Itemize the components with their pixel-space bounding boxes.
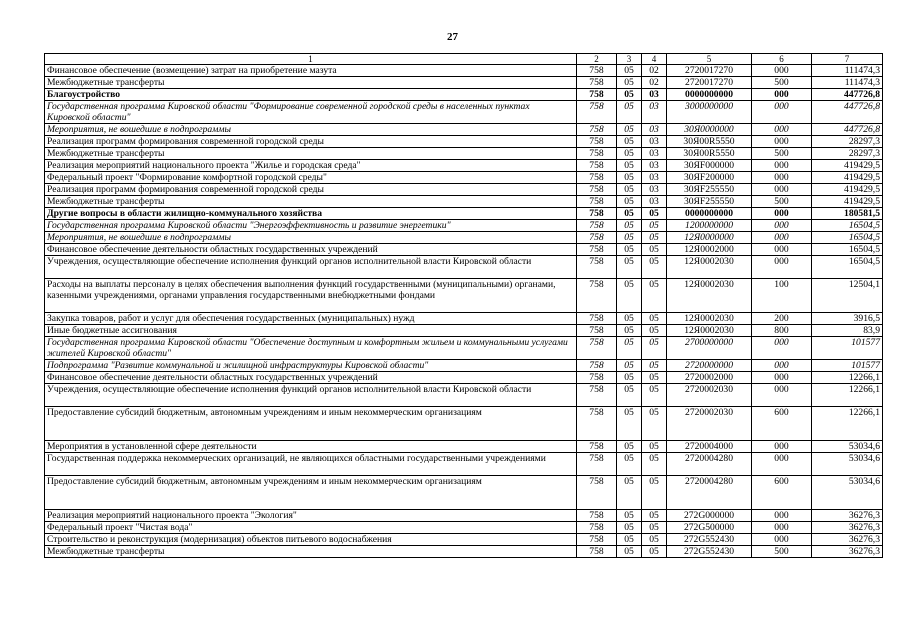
cell-subsection: 03 [642, 101, 667, 124]
cell-name: Межбюджетные трансферты [45, 196, 577, 208]
table-row [45, 148, 883, 160]
cell-ministry-code: 758 [577, 77, 617, 89]
cell-name: Межбюджетные трансферты [45, 148, 577, 160]
cell-target-article: 272G000000 [667, 510, 752, 522]
table-row [45, 510, 883, 522]
cell-target-article: 30ЯF000000 [667, 160, 752, 172]
table-row [45, 279, 883, 313]
cell-section: 05 [617, 77, 642, 89]
cell-ministry-code: 758 [577, 522, 617, 534]
cell-name: Другие вопросы в области жилищно-коммунального хозяйства [45, 208, 577, 220]
cell-amount: 12504,1 [812, 279, 883, 313]
table-row [45, 89, 883, 101]
cell-amount: 180581,5 [812, 208, 883, 220]
cell-expense-type: 600 [752, 476, 812, 510]
cell-expense-type: 500 [752, 196, 812, 208]
table-row [45, 476, 883, 510]
cell-subsection: 05 [642, 313, 667, 325]
cell-target-article: 2720002000 [667, 372, 752, 384]
cell-amount: 111474,3 [812, 77, 883, 89]
cell-name: Федеральный проект "Формирование комфортной городской среды" [45, 172, 577, 184]
cell-section: 05 [617, 196, 642, 208]
cell-subsection: 05 [642, 220, 667, 232]
cell-target-article: 2720017270 [667, 65, 752, 77]
cell-name: Учреждения, осуществляющие обеспечение исполнения функций органов исполнительной власти Кировской области [45, 256, 577, 279]
cell-expense-type: 000 [752, 244, 812, 256]
cell-amount: 53034,6 [812, 453, 883, 476]
cell-section: 05 [617, 453, 642, 476]
cell-amount: 101577 [812, 360, 883, 372]
table-row [45, 101, 883, 124]
table-row [45, 407, 883, 441]
cell-ministry-code: 758 [577, 360, 617, 372]
cell-ministry-code: 758 [577, 65, 617, 77]
cell-ministry-code: 758 [577, 279, 617, 313]
cell-amount: 36276,3 [812, 510, 883, 522]
table-row [45, 337, 883, 360]
cell-section: 05 [617, 407, 642, 441]
cell-name: Реализация программ формирования современной городской среды [45, 136, 577, 148]
cell-target-article: 12Я0002000 [667, 244, 752, 256]
cell-ministry-code: 758 [577, 256, 617, 279]
cell-subsection: 03 [642, 136, 667, 148]
cell-name: Реализация программ формирования современной городской среды [45, 184, 577, 196]
cell-subsection: 05 [642, 232, 667, 244]
cell-amount: 28297,3 [812, 136, 883, 148]
cell-expense-type: 800 [752, 325, 812, 337]
cell-ministry-code: 758 [577, 546, 617, 558]
table-row [45, 534, 883, 546]
cell-expense-type: 100 [752, 279, 812, 313]
cell-amount: 12266,1 [812, 407, 883, 441]
cell-ministry-code: 758 [577, 124, 617, 136]
cell-subsection: 05 [642, 510, 667, 522]
header-row [45, 54, 883, 65]
cell-ministry-code: 758 [577, 510, 617, 522]
cell-amount: 419429,5 [812, 196, 883, 208]
cell-section: 05 [617, 65, 642, 77]
cell-subsection: 03 [642, 148, 667, 160]
cell-section: 05 [617, 136, 642, 148]
cell-target-article: 12Я0002030 [667, 256, 752, 279]
cell-subsection: 05 [642, 325, 667, 337]
cell-target-article: 12Я0002030 [667, 325, 752, 337]
cell-amount: 3916,5 [812, 313, 883, 325]
cell-subsection: 05 [642, 208, 667, 220]
cell-ministry-code: 758 [577, 136, 617, 148]
cell-expense-type: 000 [752, 101, 812, 124]
cell-name: Предоставление субсидий бюджетным, автономным учреждениям и иным некоммерческим организациям [45, 476, 577, 510]
cell-ministry-code: 758 [577, 313, 617, 325]
cell-expense-type: 000 [752, 89, 812, 101]
cell-expense-type: 000 [752, 124, 812, 136]
cell-section: 05 [617, 208, 642, 220]
cell-expense-type: 000 [752, 522, 812, 534]
cell-section: 05 [617, 313, 642, 325]
cell-subsection: 05 [642, 372, 667, 384]
cell-target-article: 272G552430 [667, 546, 752, 558]
cell-section: 05 [617, 476, 642, 510]
cell-expense-type: 000 [752, 360, 812, 372]
column-header-1: 1 [45, 54, 577, 65]
column-header-5: 5 [667, 54, 752, 65]
budget-table [44, 53, 883, 558]
cell-name: Государственная программа Кировской области "Энергоэффективность и развитие энергетики" [45, 220, 577, 232]
cell-name: Финансовое обеспечение деятельности областных государственных учреждений [45, 372, 577, 384]
cell-subsection: 05 [642, 407, 667, 441]
cell-section: 05 [617, 546, 642, 558]
table-row [45, 124, 883, 136]
cell-section: 05 [617, 172, 642, 184]
cell-subsection: 03 [642, 124, 667, 136]
cell-target-article: 30Я0000000 [667, 124, 752, 136]
cell-expense-type: 000 [752, 441, 812, 453]
cell-target-article: 30ЯF200000 [667, 172, 752, 184]
column-header-4: 4 [642, 54, 667, 65]
page-number: 27 [447, 31, 458, 43]
cell-ministry-code: 758 [577, 384, 617, 407]
cell-name: Финансовое обеспечение деятельности областных государственных учреждений [45, 244, 577, 256]
cell-subsection: 05 [642, 453, 667, 476]
cell-name: Подпрограмма "Развитие коммунальной и жилищной инфраструктуры Кировской области" [45, 360, 577, 372]
cell-subsection: 03 [642, 172, 667, 184]
column-header-7: 7 [812, 54, 883, 65]
cell-name: Государственная программа Кировской области "Формирование современной городской среды в населенных пунктах Кировской области" [45, 101, 577, 124]
table-row [45, 522, 883, 534]
cell-ministry-code: 758 [577, 101, 617, 124]
column-header-6: 6 [752, 54, 812, 65]
cell-target-article: 12Я0000000 [667, 232, 752, 244]
table-row [45, 256, 883, 279]
cell-ministry-code: 758 [577, 476, 617, 510]
cell-subsection: 05 [642, 534, 667, 546]
cell-expense-type: 600 [752, 407, 812, 441]
cell-subsection: 05 [642, 244, 667, 256]
cell-subsection: 02 [642, 65, 667, 77]
table-row [45, 313, 883, 325]
cell-subsection: 03 [642, 196, 667, 208]
cell-ministry-code: 758 [577, 372, 617, 384]
cell-subsection: 05 [642, 441, 667, 453]
cell-target-article: 30ЯF255550 [667, 184, 752, 196]
column-header-2: 2 [577, 54, 617, 65]
cell-amount: 101577 [812, 337, 883, 360]
cell-amount: 16504,5 [812, 232, 883, 244]
cell-section: 05 [617, 256, 642, 279]
cell-name: Реализация мероприятий национального проекта "Жилье и городская среда" [45, 160, 577, 172]
table-row [45, 172, 883, 184]
cell-name: Мероприятия, не вошедшие в подпрограммы [45, 232, 577, 244]
cell-name: Межбюджетные трансферты [45, 77, 577, 89]
cell-expense-type: 000 [752, 510, 812, 522]
cell-name: Межбюджетные трансферты [45, 546, 577, 558]
cell-target-article: 12Я0002030 [667, 313, 752, 325]
cell-name: Благоустройство [45, 89, 577, 101]
cell-amount: 419429,5 [812, 160, 883, 172]
cell-amount: 53034,6 [812, 476, 883, 510]
cell-name: Мероприятия, не вошедшие в подпрограммы [45, 124, 577, 136]
cell-section: 05 [617, 337, 642, 360]
cell-amount: 447726,8 [812, 89, 883, 101]
cell-subsection: 05 [642, 546, 667, 558]
cell-target-article: 30ЯF255550 [667, 196, 752, 208]
cell-amount: 419429,5 [812, 172, 883, 184]
cell-expense-type: 000 [752, 172, 812, 184]
cell-amount: 12266,1 [812, 372, 883, 384]
cell-name: Финансовое обеспечение (возмещение) затрат на приобретение мазута [45, 65, 577, 77]
cell-expense-type: 200 [752, 313, 812, 325]
cell-name: Предоставление субсидий бюджетным, автономным учреждениям и иным некоммерческим организациям [45, 407, 577, 441]
cell-target-article: 2720000000 [667, 360, 752, 372]
table-row [45, 384, 883, 407]
cell-amount: 16504,5 [812, 220, 883, 232]
cell-section: 05 [617, 244, 642, 256]
cell-section: 05 [617, 384, 642, 407]
cell-section: 05 [617, 279, 642, 313]
cell-section: 05 [617, 325, 642, 337]
table-row [45, 208, 883, 220]
cell-target-article: 0000000000 [667, 89, 752, 101]
cell-amount: 16504,5 [812, 256, 883, 279]
cell-name: Закупка товаров, работ и услуг для обеспечения государственных (муниципальных) нужд [45, 313, 577, 325]
cell-amount: 16504,5 [812, 244, 883, 256]
table-row [45, 372, 883, 384]
cell-amount: 83,9 [812, 325, 883, 337]
cell-expense-type: 000 [752, 65, 812, 77]
cell-target-article: 3000000000 [667, 101, 752, 124]
cell-target-article: 2720004280 [667, 476, 752, 510]
cell-subsection: 02 [642, 77, 667, 89]
cell-section: 05 [617, 534, 642, 546]
cell-ministry-code: 758 [577, 407, 617, 441]
cell-subsection: 05 [642, 476, 667, 510]
cell-expense-type: 000 [752, 337, 812, 360]
cell-section: 05 [617, 441, 642, 453]
cell-name: Иные бюджетные ассигнования [45, 325, 577, 337]
cell-ministry-code: 758 [577, 534, 617, 546]
table-row [45, 196, 883, 208]
cell-subsection: 05 [642, 279, 667, 313]
cell-name: Федеральный проект "Чистая вода" [45, 522, 577, 534]
cell-target-article: 2720002030 [667, 407, 752, 441]
cell-ministry-code: 758 [577, 220, 617, 232]
cell-amount: 28297,3 [812, 148, 883, 160]
cell-target-article: 30Я00R5550 [667, 136, 752, 148]
cell-expense-type: 000 [752, 453, 812, 476]
cell-target-article: 2720002030 [667, 384, 752, 407]
cell-subsection: 05 [642, 522, 667, 534]
cell-subsection: 03 [642, 184, 667, 196]
cell-ministry-code: 758 [577, 148, 617, 160]
cell-ministry-code: 758 [577, 184, 617, 196]
cell-subsection: 03 [642, 89, 667, 101]
cell-subsection: 05 [642, 256, 667, 279]
cell-section: 05 [617, 232, 642, 244]
cell-target-article: 2700000000 [667, 337, 752, 360]
cell-name: Реализация мероприятий национального проекта "Экология" [45, 510, 577, 522]
cell-expense-type: 000 [752, 256, 812, 279]
cell-section: 05 [617, 220, 642, 232]
cell-target-article: 2720017270 [667, 77, 752, 89]
cell-ministry-code: 758 [577, 172, 617, 184]
cell-amount: 36276,3 [812, 522, 883, 534]
cell-name: Государственная поддержка некоммерческих организаций, не являющихся областными государственными учреждениями [45, 453, 577, 476]
table-row [45, 77, 883, 89]
cell-name: Государственная программа Кировской области "Обеспечение доступным и комфортным жильем и коммунальными услугами жителей Кировской области" [45, 337, 577, 360]
cell-ministry-code: 758 [577, 196, 617, 208]
table-row [45, 220, 883, 232]
cell-expense-type: 000 [752, 384, 812, 407]
table-row [45, 546, 883, 558]
table-row [45, 65, 883, 77]
cell-ministry-code: 758 [577, 453, 617, 476]
cell-section: 05 [617, 522, 642, 534]
cell-target-article: 2720004000 [667, 441, 752, 453]
table-row [45, 184, 883, 196]
table-row [45, 160, 883, 172]
cell-expense-type: 000 [752, 208, 812, 220]
table-row [45, 453, 883, 476]
cell-name: Расходы на выплаты персоналу в целях обеспечения выполнения функций государственными (муниципальными) органами, казенными учреждениями, органами управления государственными внебюджетными фондами [45, 279, 577, 313]
cell-section: 05 [617, 510, 642, 522]
cell-expense-type: 500 [752, 77, 812, 89]
cell-amount: 447726,8 [812, 124, 883, 136]
table-row [45, 325, 883, 337]
cell-ministry-code: 758 [577, 337, 617, 360]
cell-target-article: 1200000000 [667, 220, 752, 232]
table-row [45, 244, 883, 256]
cell-section: 05 [617, 372, 642, 384]
column-header-3: 3 [617, 54, 642, 65]
cell-expense-type: 000 [752, 136, 812, 148]
cell-name: Строительство и реконструкция (модернизация) объектов питьевого водоснабжения [45, 534, 577, 546]
cell-amount: 419429,5 [812, 184, 883, 196]
cell-subsection: 03 [642, 160, 667, 172]
cell-target-article: 272G500000 [667, 522, 752, 534]
cell-amount: 53034,6 [812, 441, 883, 453]
cell-amount: 111474,3 [812, 65, 883, 77]
cell-amount: 36276,3 [812, 546, 883, 558]
cell-subsection: 05 [642, 337, 667, 360]
cell-subsection: 05 [642, 384, 667, 407]
cell-section: 05 [617, 160, 642, 172]
cell-target-article: 272G552430 [667, 534, 752, 546]
cell-section: 05 [617, 101, 642, 124]
cell-target-article: 2720004280 [667, 453, 752, 476]
cell-section: 05 [617, 360, 642, 372]
cell-ministry-code: 758 [577, 325, 617, 337]
cell-target-article: 0000000000 [667, 208, 752, 220]
cell-amount: 12266,1 [812, 384, 883, 407]
cell-ministry-code: 758 [577, 160, 617, 172]
cell-section: 05 [617, 124, 642, 136]
table-row [45, 136, 883, 148]
cell-ministry-code: 758 [577, 89, 617, 101]
cell-expense-type: 000 [752, 184, 812, 196]
table-row [45, 360, 883, 372]
cell-amount: 447726,8 [812, 101, 883, 124]
cell-name: Учреждения, осуществляющие обеспечение исполнения функций органов исполнительной власти Кировской области [45, 384, 577, 407]
cell-target-article: 12Я0002030 [667, 279, 752, 313]
cell-expense-type: 000 [752, 372, 812, 384]
cell-ministry-code: 758 [577, 441, 617, 453]
cell-ministry-code: 758 [577, 232, 617, 244]
cell-expense-type: 500 [752, 148, 812, 160]
cell-section: 05 [617, 148, 642, 160]
cell-section: 05 [617, 89, 642, 101]
cell-target-article: 30Я00R5550 [667, 148, 752, 160]
cell-expense-type: 500 [752, 546, 812, 558]
cell-subsection: 05 [642, 360, 667, 372]
cell-expense-type: 000 [752, 534, 812, 546]
cell-expense-type: 000 [752, 220, 812, 232]
table-row [45, 232, 883, 244]
cell-expense-type: 000 [752, 232, 812, 244]
cell-amount: 36276,3 [812, 534, 883, 546]
cell-expense-type: 000 [752, 160, 812, 172]
cell-ministry-code: 758 [577, 208, 617, 220]
cell-section: 05 [617, 184, 642, 196]
table-row [45, 441, 883, 453]
cell-name: Мероприятия в установленной сфере деятельности [45, 441, 577, 453]
cell-ministry-code: 758 [577, 244, 617, 256]
